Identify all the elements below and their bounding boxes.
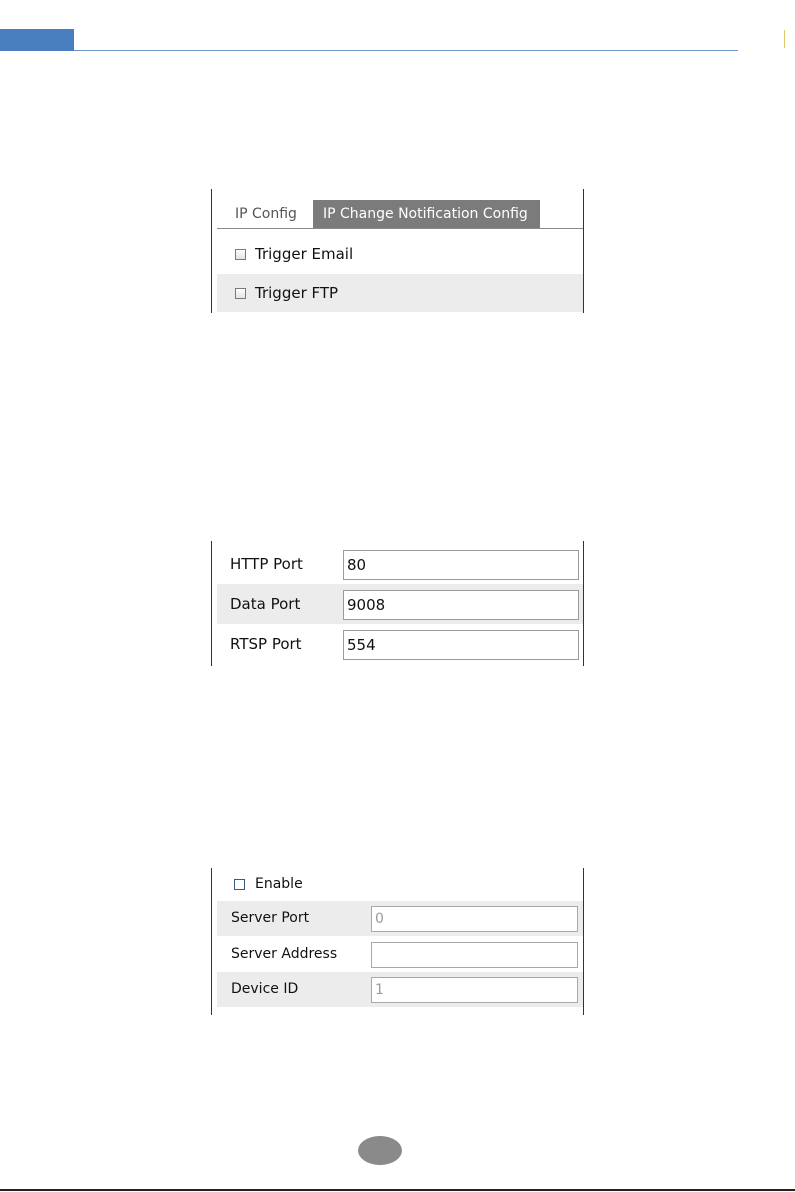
server-panel (211, 868, 584, 1015)
tab-ip-change-notification-config[interactable]: IP Change Notification Config (313, 200, 540, 228)
enable-checkbox[interactable] (234, 879, 245, 890)
data-port-input[interactable]: 9008 (343, 590, 579, 620)
trigger-email-row (217, 235, 583, 273)
rtsp-port-label: RTSP Port (230, 635, 302, 653)
rtsp-port-row (217, 624, 583, 664)
data-port-label: Data Port (230, 595, 301, 613)
enable-row (217, 868, 583, 900)
trigger-ftp-row (217, 274, 583, 312)
server-address-label: Server Address (231, 946, 338, 962)
server-port-input[interactable]: 0 (371, 906, 578, 932)
trigger-email-checkbox[interactable] (235, 249, 246, 260)
server-port-row (217, 901, 583, 936)
header-accent-block (0, 29, 74, 51)
enable-label: Enable (255, 876, 303, 892)
device-id-row (217, 972, 583, 1007)
trigger-ftp-label: Trigger FTP (255, 284, 339, 302)
ports-panel (211, 541, 584, 666)
edge-mark (784, 30, 785, 48)
http-port-label: HTTP Port (230, 555, 303, 573)
server-address-input[interactable] (371, 942, 578, 968)
data-port-row (217, 584, 583, 624)
trigger-email-label: Trigger Email (255, 245, 354, 263)
ip-config-panel (211, 189, 584, 313)
page-number-oval (358, 1136, 402, 1165)
tab-ip-config[interactable]: IP Config (235, 206, 297, 222)
header-rule (74, 50, 738, 51)
server-address-row (217, 937, 583, 972)
http-port-input[interactable]: 80 (343, 550, 579, 580)
server-port-label: Server Port (231, 910, 310, 926)
device-id-input[interactable]: 1 (371, 977, 578, 1003)
tab-bar (217, 200, 583, 229)
device-id-label: Device ID (231, 981, 299, 997)
http-port-row (217, 544, 583, 584)
trigger-ftp-checkbox[interactable] (235, 288, 246, 299)
rtsp-port-input[interactable]: 554 (343, 630, 579, 660)
bottom-rule (0, 1189, 795, 1191)
